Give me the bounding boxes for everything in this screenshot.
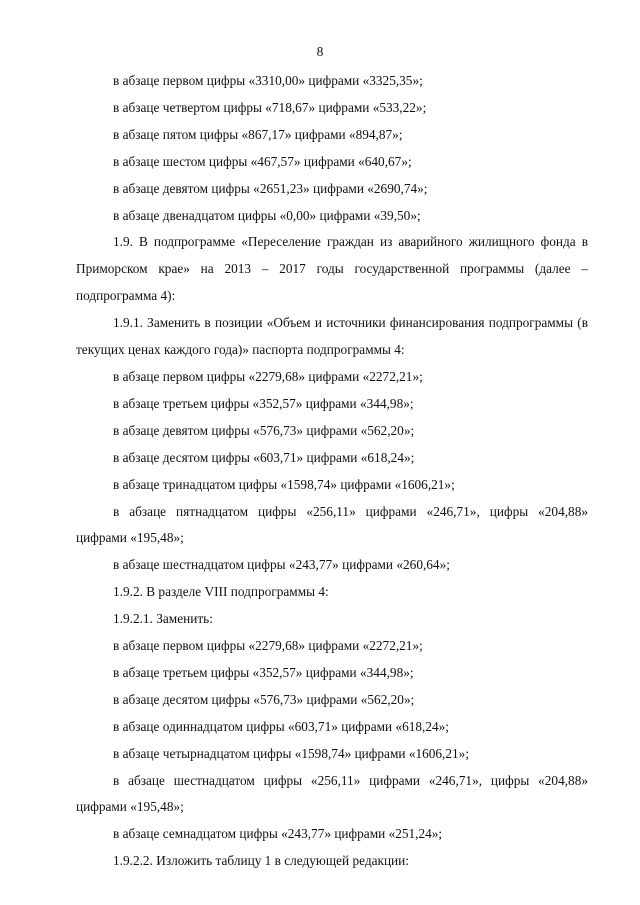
paragraph: в абзаце пятом цифры «867,17» цифрами «894,87»;	[113, 126, 403, 142]
paragraph: в абзаце третьем цифры «352,57» цифрами «344,98»;	[113, 664, 414, 680]
paragraph-subsection-heading: 1.9.2.2. Изложить таблицу 1 в следующей редакции:	[113, 853, 409, 869]
paragraph: в абзаце шестнадцатом цифры «243,77» цифрами «260,64»;	[113, 557, 450, 573]
paragraph: в абзаце одиннадцатом цифры «603,71» цифрами «618,24»;	[113, 718, 450, 734]
paragraph: в абзаце пятнадцатом цифры «256,11» цифрами «246,71», цифры «204,88» цифрами «195,48»;	[76, 503, 588, 546]
paragraph: в абзаце десятом цифры «576,73» цифрами «562,20»;	[113, 691, 415, 707]
paragraph-subsection-heading: 1.9.2. В разделе VIII подпрограммы 4:	[113, 584, 329, 600]
paragraph: в абзаце четвертом цифры «718,67» цифрами «533,22»;	[113, 99, 427, 115]
document-body	[76, 68, 588, 875]
paragraph: в абзаце первом цифры «2279,68» цифрами «2272,21»;	[113, 638, 423, 654]
paragraph: в абзаце тринадцатом цифры «1598,74» цифрами «1606,21»;	[113, 476, 455, 492]
paragraph-subsection-heading: 1.9.2.1. Заменить:	[113, 611, 213, 627]
page-number: 8	[316, 44, 324, 59]
paragraph-subsection-heading: 1.9.1. Заменить в позиции «Объем и источники финансирования подпрограммы (в текущих ценах каждого года)» паспорта подпрограммы 4:	[76, 315, 588, 358]
paragraph: в абзаце шестнадцатом цифры «256,11» цифрами «246,71», цифры «204,88» цифрами «195,48»;	[76, 772, 588, 815]
paragraph: в абзаце девятом цифры «576,73» цифрами «562,20»;	[113, 422, 415, 438]
paragraph: в абзаце шестом цифры «467,57» цифрами «640,67»;	[113, 153, 412, 169]
paragraph: в абзаце двенадцатом цифры «0,00» цифрами «39,50»;	[113, 207, 421, 223]
paragraph: в абзаце первом цифры «3310,00» цифрами «3325,35»;	[113, 73, 423, 88]
paragraph: в абзаце десятом цифры «603,71» цифрами «618,24»;	[113, 449, 415, 465]
paragraph-section-heading: 1.9. В подпрограмме «Переселение граждан из аварийного жилищного фонда в Приморском крае» на 2013 – 2017 годы государственной программы (далее – подпрограмма 4):	[76, 234, 588, 304]
paragraph: в абзаце девятом цифры «2651,23» цифрами «2690,74»;	[113, 180, 428, 196]
paragraph: в абзаце первом цифры «2279,68» цифрами «2272,21»;	[113, 368, 423, 384]
paragraph: в абзаце семнадцатом цифры «243,77» цифрами «251,24»;	[113, 826, 443, 842]
paragraph: в абзаце третьем цифры «352,57» цифрами «344,98»;	[113, 395, 414, 411]
paragraph: в абзаце четырнадцатом цифры «1598,74» цифрами «1606,21»;	[113, 745, 470, 761]
